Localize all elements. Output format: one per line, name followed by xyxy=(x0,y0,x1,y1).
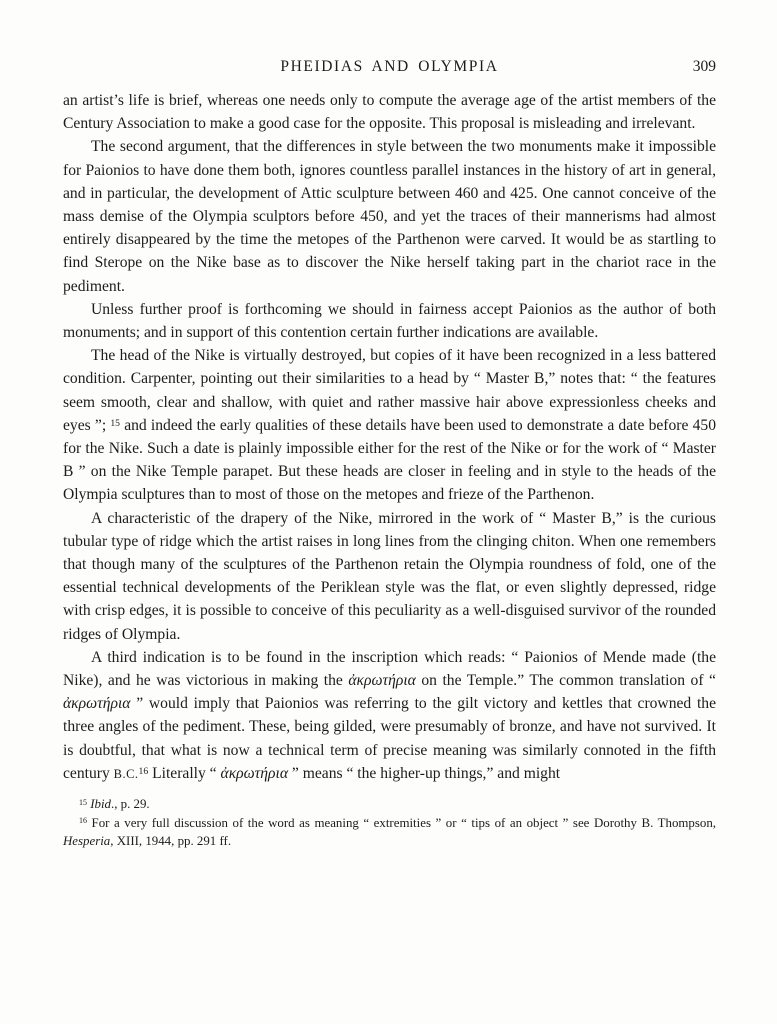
paragraph-6: A third indication is to be found in the inscription which reads: “ Paionios of Mende made (the Nike), and he was victorious in making the ἀκρωτήρια on the Temple.” The common translation of “ ἀκρωτήρια ” would imply that Paionios was referring to the gilt victory and kettles that crowned the three angles of the pediment. These, being gilded, were presumably of bronze, and have not survived. It is doubtful, that what is now a technical term of precise meaning was similarly connoted in the fifth century B.C.$^{16}$ Literally “ ἀκρωτήρια ” means “ the higher-up things,” and might xyxy=(63,648,716,782)
paragraph-2: The second argument, that the differences in style between the two monuments make it impossible for Paionios to have done them both, ignores countless parallel instances in the history of art in general, and in particular, the development of Attic sculpture between 460 and 425. One cannot conceive of the mass demise of the Olympia sculptors before 450, and yet the traces of their mannerisms had almost entirely disappeared by the time the metopes of the Parthenon were carved. It would be as startling to find Sterope on the Nike base as to discover the Nike herself taking part in the chariot race in the pediment. xyxy=(63,138,716,295)
running-head xyxy=(63,57,716,77)
paragraph-3: Unless further proof is forthcoming we should in fairness accept Paionios as the author of both monuments; and in support of this contention certain further indications are available. xyxy=(63,300,716,342)
footnote-15: $^{15}$ Ibid., p. 29. xyxy=(79,797,150,812)
article-body xyxy=(63,89,716,786)
footnote-16: $^{16}$ For a very full discussion of the word as meaning “ extremities ” or “ tips of an object ” see Dorothy B. Thompson, Hesperia, XIII, 1944, pp. 291 ff. xyxy=(63,815,716,849)
footnotes xyxy=(63,795,716,851)
paragraph-4: The head of the Nike is virtually destroyed, but copies of it have been recognized in a less battered condition. Carpenter, pointing out their similarities to a head by “ Master B,” notes that: “ the features seem smooth, clear and shallow, with quiet and rather massive hair above expressionless cheeks and eyes ”; $^{15}$ and indeed the early qualities of these details have been used to demonstrate a date before 450 for the Nike. Such a date is plainly impossible either for the rest of the Nike or for the work of “ Master B ” on the Nike Temple parapet. But these heads are closer in feeling and in style to the heads of the Olympia sculptures than to most of those on the metopes and frieze of the Parthenon. xyxy=(63,347,716,504)
paragraph-5: A characteristic of the drapery of the Nike, mirrored in the work of “ Master B,” is the curious tubular type of ridge which the artist raises in long lines from the clinging chiton. When one remembers that though many of the sculptures of the Parthenon retain the Olympia roundness of fold, one of the essential technical developments of the Periklean style was the flat, or even slightly depressed, ridge with crisp edges, it is possible to conceive of this peculiarity as a well-disguised survivor of the rounded ridges of Olympia. xyxy=(63,509,716,643)
running-head-title: PHEIDIAS AND OLYMPIA xyxy=(280,58,499,75)
page-number: 309 xyxy=(692,58,716,75)
paragraph-1: an artist’s life is brief, whereas one needs only to compute the average age of the artist members of the Century Association to make a good case for the opposite. This proposal is misleading and irrelevant. xyxy=(63,92,716,133)
